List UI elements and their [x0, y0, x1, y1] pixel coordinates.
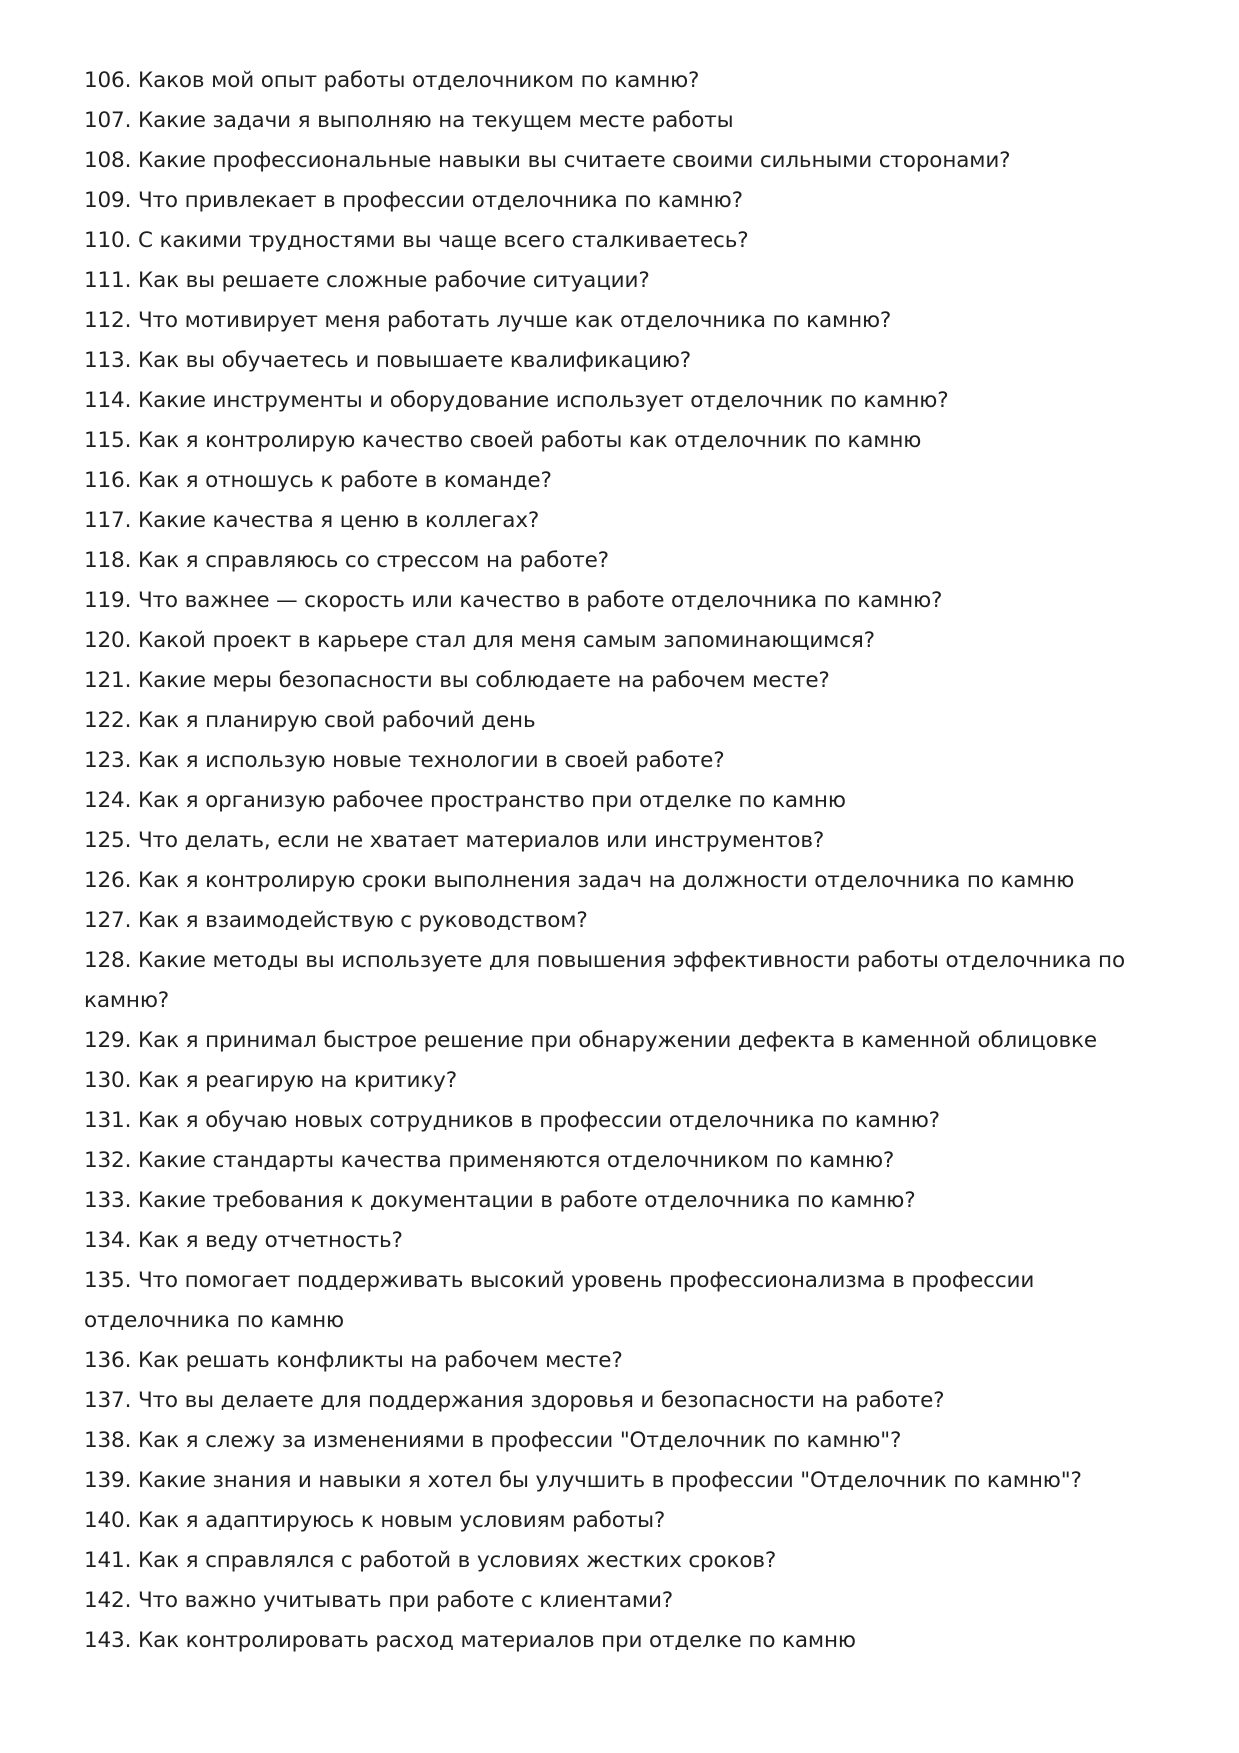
question-item: 142. Что важно учитывать при работе с клиентами?: [84, 1588, 674, 1613]
question-item: 112. Что мотивирует меня работать лучше как отделочника по камню?: [84, 308, 892, 333]
question-item: 127. Как я взаимодействую с руководством?: [84, 908, 588, 933]
question-item: 130. Как я реагирую на критику?: [84, 1068, 457, 1093]
question-item: 128. Какие методы вы используете для повышения эффективности работы отделочника по камню?: [84, 948, 1125, 1013]
question-item: 126. Как я контролирую сроки выполнения задач на должности отделочника по камню: [84, 868, 1075, 893]
question-item: 116. Как я отношусь к работе в команде?: [84, 468, 552, 493]
question-item: 123. Как я использую новые технологии в своей работе?: [84, 748, 725, 773]
question-item: 109. Что привлекает в профессии отделочника по камню?: [84, 188, 743, 213]
question-item: 139. Какие знания и навыки я хотел бы улучшить в профессии "Отделочник по камню"?: [84, 1468, 1082, 1493]
document-page: [84, 61, 1164, 1661]
question-item: 114. Какие инструменты и оборудование использует отделочник по камню?: [84, 388, 949, 413]
question-item: 129. Как я принимал быстрое решение при обнаружении дефекта в каменной облицовке: [84, 1028, 1097, 1053]
question-item: 119. Что важнее — скорость или качество в работе отделочника по камню?: [84, 588, 943, 613]
question-item: 138. Как я слежу за изменениями в профессии "Отделочник по камню"?: [84, 1428, 902, 1453]
question-list: [84, 61, 1164, 1661]
question-item: 122. Как я планирую свой рабочий день: [84, 708, 536, 733]
question-item: 140. Как я адаптируюсь к новым условиям работы?: [84, 1508, 666, 1533]
question-item: 120. Какой проект в карьере стал для меня самым запоминающимся?: [84, 628, 875, 653]
question-item: 111. Как вы решаете сложные рабочие ситуации?: [84, 268, 650, 293]
question-item: 134. Как я веду отчетность?: [84, 1228, 403, 1253]
question-item: 113. Как вы обучаетесь и повышаете квалификацию?: [84, 348, 692, 373]
question-item: 124. Как я организую рабочее пространство при отделке по камню: [84, 788, 846, 813]
question-item: 110. С какими трудностями вы чаще всего сталкиваетесь?: [84, 228, 749, 253]
question-item: 131. Как я обучаю новых сотрудников в профессии отделочника по камню?: [84, 1108, 940, 1133]
question-item: 141. Как я справлялся с работой в условиях жестких сроков?: [84, 1548, 777, 1573]
question-item: 107. Какие задачи я выполняю на текущем месте работы: [84, 108, 734, 133]
question-item: 115. Как я контролирую качество своей работы как отделочник по камню: [84, 428, 922, 453]
question-item: 137. Что вы делаете для поддержания здоровья и безопасности на работе?: [84, 1388, 945, 1413]
question-item: 121. Какие меры безопасности вы соблюдаете на рабочем месте?: [84, 668, 830, 693]
question-item: 118. Как я справляюсь со стрессом на работе?: [84, 548, 609, 573]
question-item: 133. Какие требования к документации в работе отделочника по камню?: [84, 1188, 916, 1213]
question-item: 106. Каков мой опыт работы отделочником по камню?: [84, 68, 700, 93]
question-item: 132. Какие стандарты качества применяются отделочником по камню?: [84, 1148, 895, 1173]
question-item: 136. Как решать конфликты на рабочем месте?: [84, 1348, 623, 1373]
question-item: 143. Как контролировать расход материалов при отделке по камню: [84, 1628, 856, 1653]
question-item: 125. Что делать, если не хватает материалов или инструментов?: [84, 828, 825, 853]
question-item: 135. Что помогает поддерживать высокий уровень профессионализма в профессии отделочника по камню: [84, 1268, 1035, 1333]
question-item: 117. Какие качества я ценю в коллегах?: [84, 508, 540, 533]
question-item: 108. Какие профессиональные навыки вы считаете своими сильными сторонами?: [84, 148, 1011, 173]
